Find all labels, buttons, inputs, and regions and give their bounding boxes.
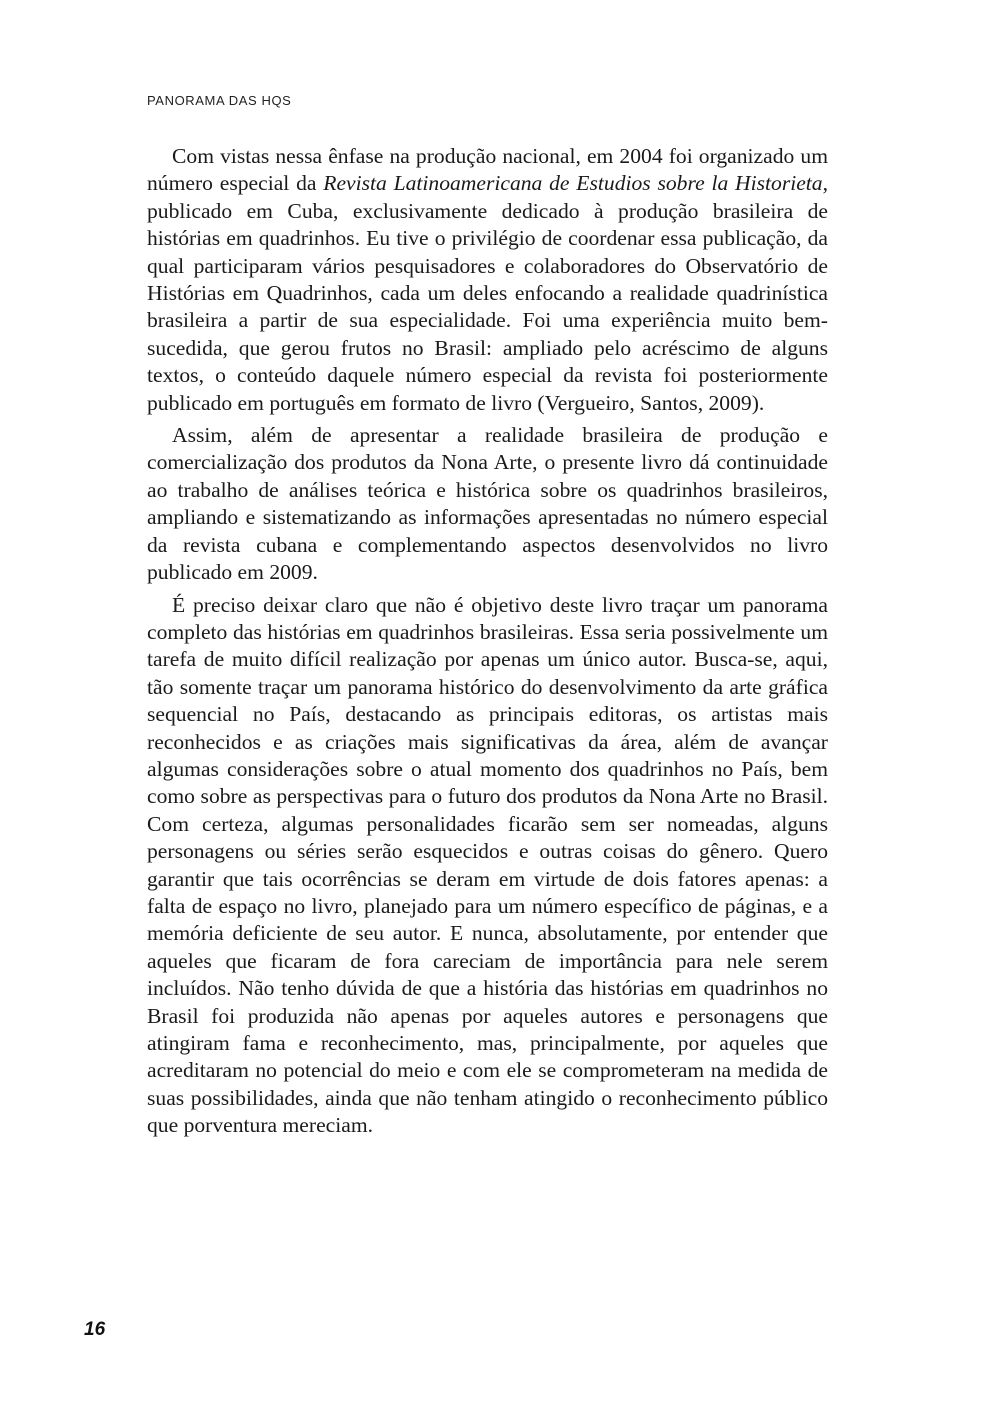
paragraph-1-rest: , publicado em Cuba, exclusivamente dedicado à produção brasileira de histórias em quadrinhos. Eu tive o privilégio de coordenar essa publicação, da qual participaram vários pesquisadores e colaboradores do Observatório de Histórias em Quadrinhos, cada um deles enfocando a realidade quadrinística brasileira a partir de sua especialidade. Foi uma experiência muito bem-sucedida, que gerou frutos no Brasil: ampliado pelo acréscimo de alguns textos, o conteúdo daquele número especial da revista foi posteriormente publicado em português em formato de livro (Vergueiro, Santos, 2009). (147, 171, 829, 415)
paragraph-1-intro: Com vistas nessa ênfase na produção nacional, em 2004 foi organizado um número especial da (147, 144, 828, 196)
paragraph-2: Assim, além de apresentar a realidade brasileira de produção e comercialização dos produtos da Nona Arte, o presente livro dá continuidade ao trabalho de análises teórica e histórica sobre os quadrinhos brasileiros, ampliando e sistematizando as informações apresentadas no número especial da revista cubana e complementando aspectos desenvolvidos no livro publicado em 2009. (147, 423, 828, 585)
journal-title: Revista Latinoamericana de Estudios sobre la Historieta (323, 171, 823, 196)
running-header: PANORAMA DAS HQS (147, 93, 292, 108)
body-text (147, 143, 828, 1145)
paragraph-1 (147, 143, 828, 417)
paragraph-3: É preciso deixar claro que não é objetivo deste livro traçar um panorama completo das histórias em quadrinhos brasileiras. Essa seria possivelmente um tarefa de muito difícil realização por apenas um único autor. Busca-se, aqui, tão somente traçar um panorama histórico do desenvolvimento da arte gráfica sequencial no País, destacando as principais editoras, os artistas mais reconhecidos e as criações mais significativas da área, além de avançar algumas considerações sobre o atual momento dos quadrinhos no País, bem como sobre as perspectivas para o futuro dos produtos da Nona Arte no Brasil. Com certeza, algumas personalidades ficarão sem ser nomeadas, alguns personagens ou séries serão esquecidos e outras coisas do gênero. Quero garantir que tais ocorrências se deram em virtude de dois fatores apenas: a falta de espaço no livro, planejado para um número específico de páginas, e a memória deficiente de seu autor. E nunca, absolutamente, por entender que aqueles que ficaram de fora careciam de importância para nele serem incluídos. Não tenho dúvida de que a história das histórias em quadrinhos no Brasil foi produzida não apenas por aqueles autores e personagens que atingiram fama e reconhecimento, mas, principalmente, por aqueles que acreditaram no potencial do meio e com ele se comprometeram na medida de suas possibilidades, ainda que não tenham atingido o reconhecimento público que porventura mereciam. (147, 592, 828, 1138)
page-number: 16 (84, 1319, 106, 1340)
